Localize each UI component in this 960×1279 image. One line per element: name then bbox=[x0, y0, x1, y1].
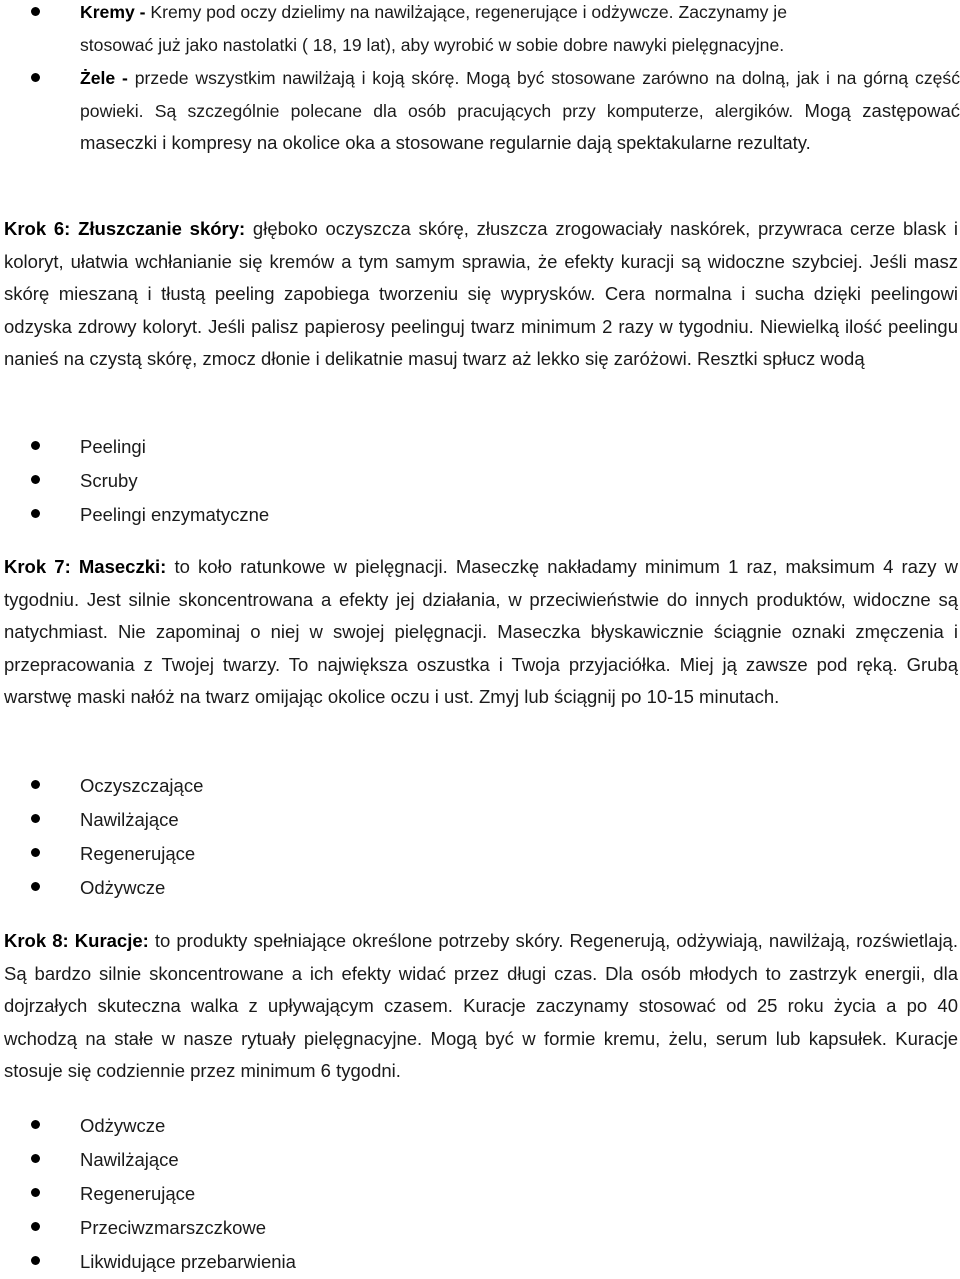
kremy-text-1: Kremy pod oczy dzielimy na nawilżające, regenerujące i odżywcze. Zaczynamy je bbox=[145, 2, 787, 22]
zele-text-3: Mogą zastępować maseczki i kompresy na okolice oka a stosowane regularnie dają spektakularne rezultaty. bbox=[80, 99, 960, 153]
step8-text: to produkty spełniające określone potrzeby skóry. Regenerują, odżywiają, nawilżają, rozświetlają. Są bardzo silnie skoncentrowane a ich efekty widać przez długi czas. Dla osób młodych to zastrzyk energii, dla dojrzałych skuteczna walka z upływającym czasem. Kuracje zaczynamy stosować od 25 roku życia a po 40 wchodzą na stałe w nasze rytuały pielęgnacyjne. Mogą być w formie kremu, żelu, serum lub kapsułek. Kuracje stosuje się codziennie przez minimum 6 tygodni. bbox=[4, 930, 958, 1082]
step7-label: Krok 7: Maseczki: bbox=[4, 556, 167, 577]
step7-item: Nawilżające bbox=[80, 803, 960, 837]
step7-paragraph bbox=[4, 551, 958, 714]
step6-paragraph bbox=[4, 213, 958, 376]
step6-item: Peelingi bbox=[80, 430, 960, 464]
bullet-kremy bbox=[80, 0, 960, 61]
term-kremy: Kremy - bbox=[80, 2, 146, 22]
step8-item: Nawilżające bbox=[80, 1143, 960, 1177]
step7-item: Oczyszczające bbox=[80, 769, 960, 803]
step8-label: Krok 8: Kuracje: bbox=[4, 930, 149, 951]
step8-paragraph bbox=[4, 925, 958, 1088]
step6-item: Peelingi enzymatyczne bbox=[80, 498, 960, 532]
step8-item: Odżywcze bbox=[80, 1109, 960, 1143]
step7-item: Odżywcze bbox=[80, 871, 960, 905]
step6-label: Krok 6: Złuszczanie skóry: bbox=[4, 218, 246, 239]
step8-item: Przeciwzmarszczkowe bbox=[80, 1211, 960, 1245]
step7-text: to koło ratunkowe w pielęgnacji. Maseczkę nakładamy minimum 1 raz, maksimum 4 razy w tygodniu. Jest silnie skoncentrowana a efekty jej działania, w przeciwieństwie do innych produktów, widoczne są natychmiast. Nie zapominaj o niej w swojej pielęgnacji. Maseczka błyskawicznie ściągnie oznaki zmęczenia i przepracowania z Twojej twarzy. To największa oszustka i Twoja przyjaciółka. Miej ją zawsze pod ręką. Grubą warstwę maski nałóż na twarz omijając okolice oczu i ust. Zmyj lub ściągnij po 10-15 minutach. bbox=[4, 556, 958, 708]
step6-text: głęboko oczyszcza skórę, złuszcza zrogowaciały naskórek, przywraca cerze blask i koloryt, ułatwia wchłanianie się kremów a tym samym sprawia, że efekty kuracji są widoczne szybciej. Jeśli masz skórę mieszaną i tłustą peeling zapobiega tworzeniu się wyprysków. Cera normalna i sucha dzięki peelingowi odzyska zdrowy koloryt. Jeśli palisz papierosy peelinguj twarz minimum 2 razy w tygodniu. Niewielką ilość peelingu nanieś na czystą skórę, zmocz dłonie i delikatnie masuj twarz aż lekko się zaróżowi. Resztki spłucz wodą bbox=[4, 218, 958, 370]
kremy-text-2: stosować już jako nastolatki ( 18, 19 lat), aby wyrobić w sobie dobre nawyki pielęgnacyjne. bbox=[80, 34, 785, 55]
zele-text-2: Mogą być stosowane zarówno na dolną, jak i na górną część powieki. Są szczególnie polecane dla osób pracujących przy komputerze, alergików. bbox=[80, 68, 960, 121]
step8-item: Regenerujące bbox=[80, 1177, 960, 1211]
bullet-zele bbox=[80, 62, 960, 160]
step8-item: Likwidujące przebarwienia bbox=[80, 1245, 960, 1279]
step6-item: Scruby bbox=[80, 464, 960, 498]
zele-text-1: przede wszystkim nawilżają i koją skórę. bbox=[127, 68, 460, 88]
step7-item: Regenerujące bbox=[80, 837, 960, 871]
term-zele: Żele - bbox=[80, 68, 128, 88]
